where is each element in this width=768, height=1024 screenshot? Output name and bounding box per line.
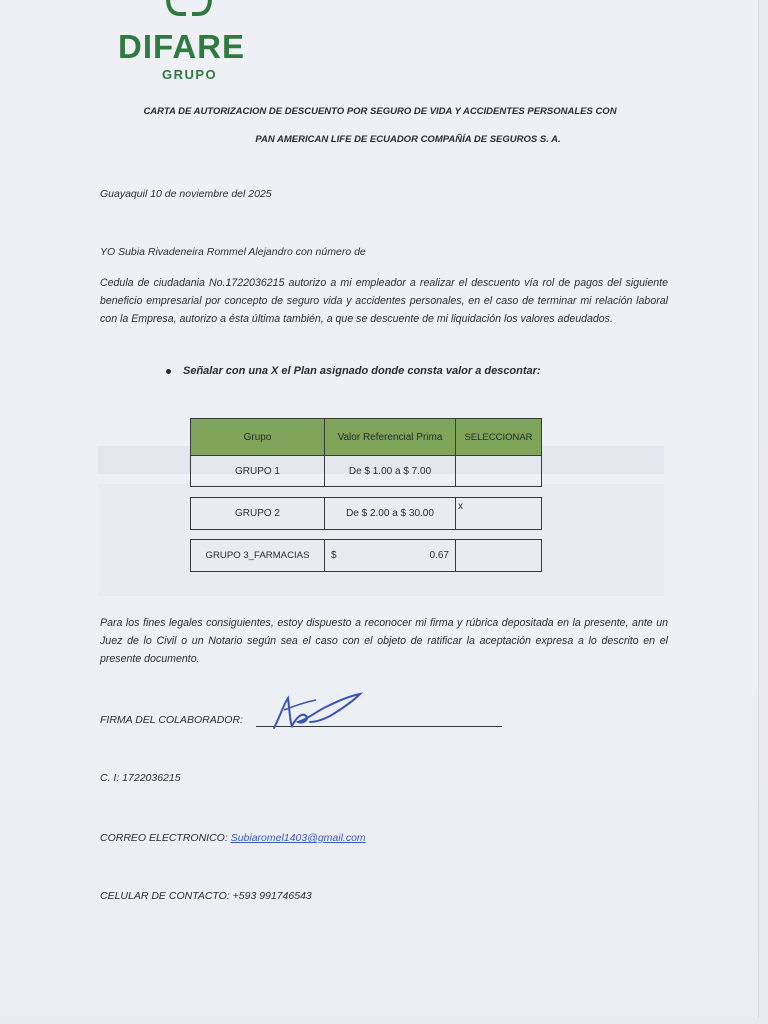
row1-grupo: GRUPO 1 (190, 455, 325, 487)
date-line: Guayaquil 10 de noviembre del 2025 (100, 188, 272, 200)
cedula-line: C. I: 1722036215 (100, 772, 181, 784)
celular-line: CELULAR DE CONTACTO: +593 991746543 (100, 890, 312, 902)
document-title-line1: CARTA DE AUTORIZACION DE DESCUENTO POR SEGURO DE VIDA Y ACCIDENTES PERSONALES CON (143, 106, 617, 117)
header-seleccionar: SELECCIONAR (455, 418, 542, 456)
instruction-text: Señalar con una X el Plan asignado donde consta valor a descontar: (183, 365, 541, 377)
logo-wordmark: DIFARE (118, 28, 246, 65)
document-title-line2: PAN AMERICAN LIFE DE ECUADOR COMPAÑÍA DE SEGUROS S. A. (255, 134, 561, 145)
row1-valor: De $ 1.00 a $ 7.00 (324, 455, 456, 487)
row3-currency: $ (331, 550, 337, 561)
row3-amount: 0.67 (429, 550, 449, 561)
signature-icon (266, 688, 366, 736)
row1-select-cell[interactable] (455, 455, 542, 487)
header-valor: Valor Referencial Prima (324, 418, 456, 456)
logo-mark-icon (164, 0, 214, 20)
logo-subtitle: GRUPO (162, 67, 218, 82)
row3-select-cell[interactable] (455, 539, 542, 572)
row2-select-cell[interactable]: x (455, 497, 542, 530)
difare-logo (118, 0, 268, 86)
row3-grupo: GRUPO 3_FARMACIAS (190, 539, 325, 572)
correo-line (100, 832, 366, 844)
authorization-paragraph: Cedula de ciudadania No.1722036215 autorizo a mi empleador a realizar el descuento vía rol de pagos del siguiente beneficio empresarial por concepto de seguro vida y accidentes personales, en el caso de terminar mi relación laboral con la Empresa, autorizo a ésta última también, a que se descuente de mi liquidación los valores adeudados. (100, 277, 668, 325)
row2-valor: De $ 2.00 a $ 30.00 (324, 497, 456, 530)
bullet-dot-icon (166, 369, 171, 374)
row3-valor (324, 539, 456, 572)
firma-label: FIRMA DEL COLABORADOR: (100, 714, 243, 726)
header-grupo: Grupo (190, 418, 325, 456)
email-link[interactable]: Subiaromel1403@gmail.com (230, 832, 366, 844)
instruction-bullet (166, 365, 541, 377)
intro-line: YO Subia Rivadeneira Rommel Alejandro con número de (100, 246, 366, 258)
correo-label: CORREO ELECTRONICO: (100, 832, 228, 844)
row2-grupo: GRUPO 2 (190, 497, 325, 530)
legal-paragraph: Para los fines legales consiguientes, estoy dispuesto a reconocer mi firma y rúbrica depositada en la presente, ante un Juez de lo Civil o un Notario según sea el caso con el objeto de ratificar la aceptación expresa a lo descrito en el presente documento. (100, 617, 668, 665)
